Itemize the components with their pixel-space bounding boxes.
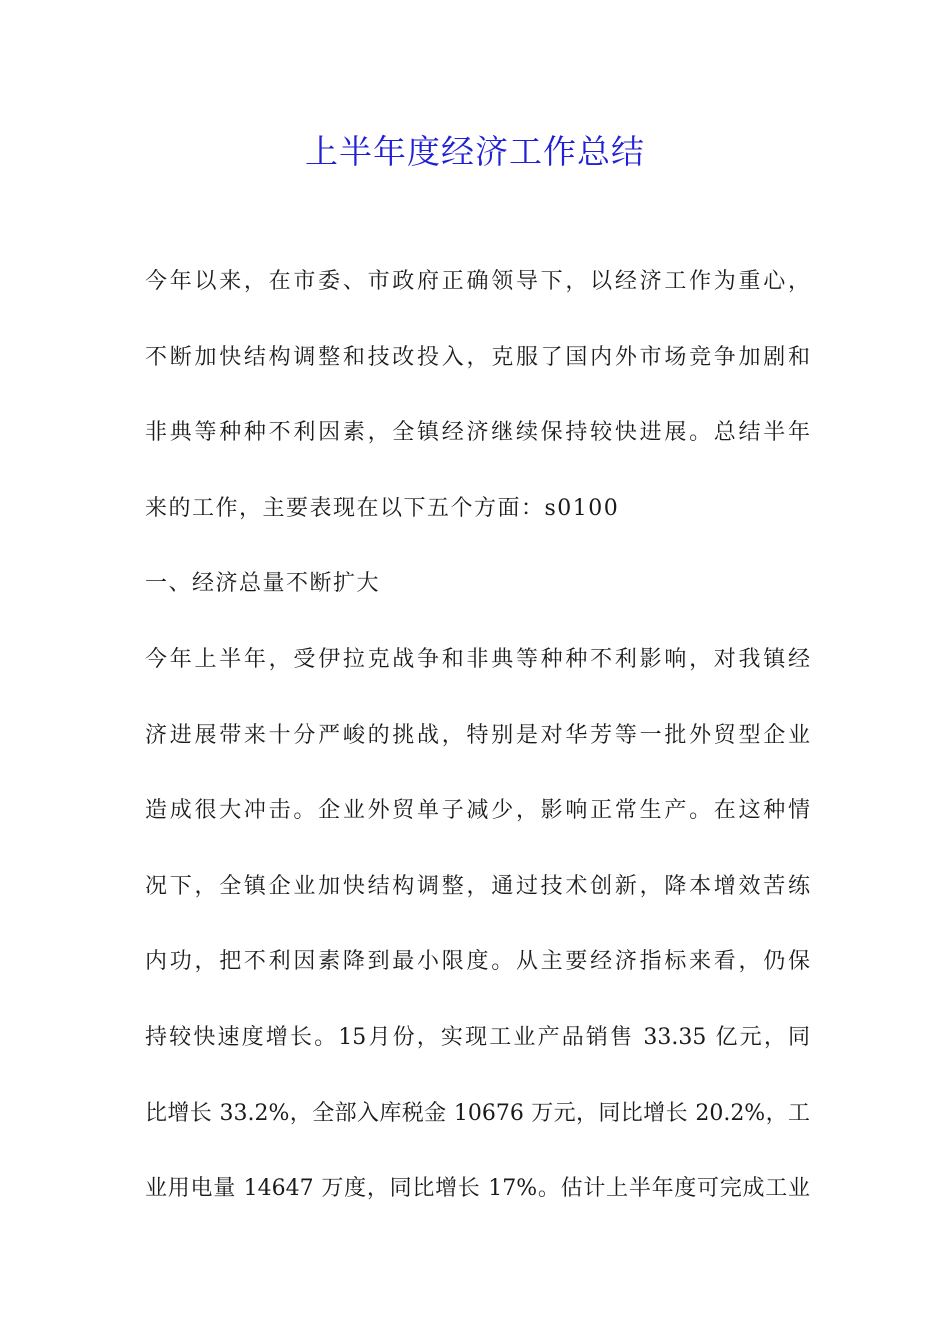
document-body	[145, 258, 810, 1241]
text-line: 业用电量 14647 万度，同比增长 17%。估计上半年度可完成工业	[145, 1176, 810, 1202]
text-line: 况下，全镇企业加快结构调整，通过技术创新，降本增效苦练	[145, 873, 810, 899]
text-line: 内功，把不利因素降到最小限度。从主要经济指标来看，仍保	[145, 949, 810, 975]
text-line: 来的工作，主要表现在以下五个方面：s0100	[145, 495, 620, 521]
text-line: 济进展带来十分严峻的挑战，特别是对华芳等一批外贸型企业	[145, 722, 810, 748]
text-line: 不断加快结构调整和技改投入，克服了国内外市场竞争加剧和	[145, 344, 810, 370]
section-heading: 一、经济总量不断扩大	[145, 571, 381, 597]
text-line: 今年上半年，受伊拉克战争和非典等种种不利影响，对我镇经	[145, 646, 810, 672]
text-line: 今年以来，在市委、市政府正确领导下，以经济工作为重心，	[145, 269, 810, 294]
text-line: 非典等种种不利因素，全镇经济继续保持较快进展。总结半年	[145, 420, 810, 446]
text-line: 持较快速度增长。15月份，实现工业产品销售 33.35 亿元，同	[145, 1024, 810, 1050]
text-line: 造成很大冲击。企业外贸单子减少，影响正常生产。在这种情	[145, 798, 810, 824]
document-title: 上半年度经济工作总结	[305, 132, 645, 171]
text-line: 比增长 33.2%，全部入库税金 10676 万元，同比增长 20.2%，工	[145, 1100, 810, 1126]
